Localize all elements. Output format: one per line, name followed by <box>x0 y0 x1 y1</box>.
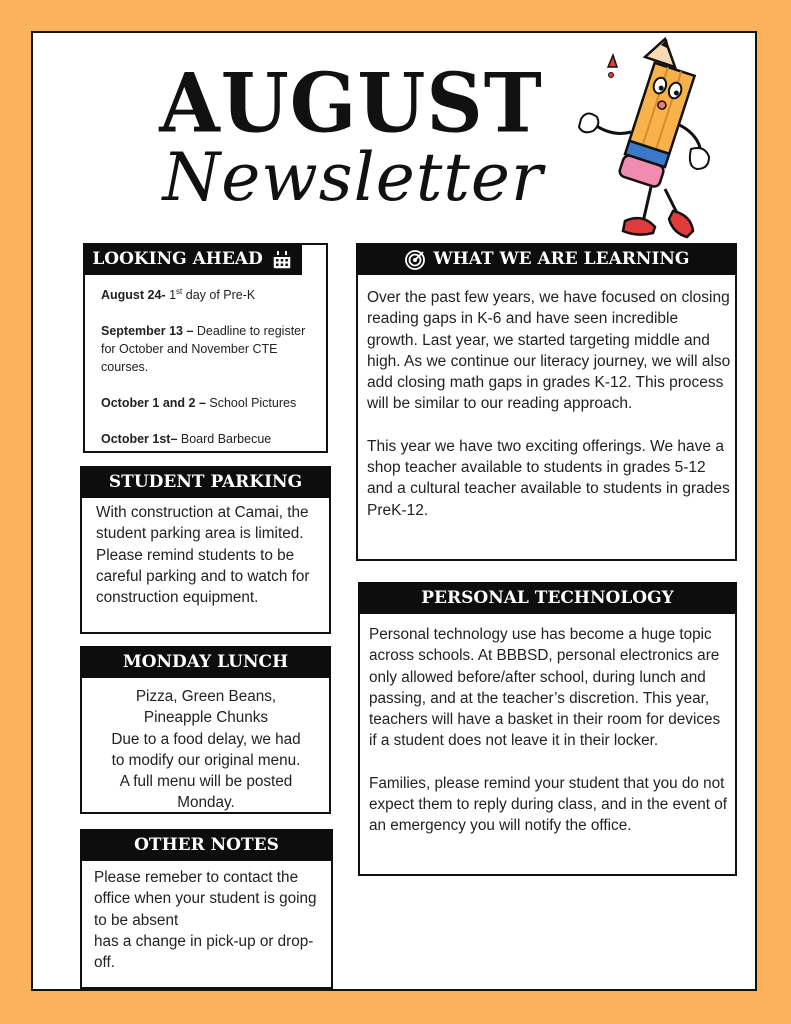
event-item: October 1 and 2 – School Pictures <box>101 396 297 411</box>
event-item: October 1st– Board Barbecue <box>101 432 272 447</box>
student-parking-text: With construction at Camai, the student parking area is limited. Please remind students to be careful parking and to watch for construction equipment. <box>96 504 310 607</box>
monday-lunch-text: Pizza, Green Beans, Pineapple Chunks Due to a food delay, we had to modify our original menu. A full menu will be posted Monday. <box>111 688 301 812</box>
other-notes-text: Please remeber to contact the office when your student is going to be absent has a change in pick-up or drop-off. <box>94 869 317 972</box>
newsletter-subtitle: Newsletter <box>162 139 544 216</box>
other-notes-heading: OTHER NOTES <box>80 829 333 861</box>
technology-box <box>358 582 737 876</box>
learning-heading: WHAT WE ARE LEARNING <box>356 243 737 275</box>
monday-lunch-heading: MONDAY LUNCH <box>80 646 331 678</box>
student-parking-heading: STUDENT PARKING <box>80 466 331 498</box>
looking-ahead-heading: LOOKING AHEAD <box>83 243 302 275</box>
learning-box <box>356 243 737 561</box>
learning-text: Over the past few years, we have focused on closing reading gaps in K-6 and have seen incredible growth. Last year, we started targeting middle and high. As we continue our literacy journey, we will also add closing math gaps in grades K-12. This process will be similar to our reading approach. This year we have two exciting offerings. We have a shop teacher available to students in grades 5-12 and a cultural teacher available to students in grades PreK-12. <box>367 289 731 519</box>
target-icon <box>404 249 426 271</box>
technology-heading: PERSONAL TECHNOLOGY <box>358 582 737 614</box>
pencil-mascot-illustration <box>573 37 723 252</box>
calendar-icon <box>271 249 293 271</box>
newsletter-page <box>31 31 757 991</box>
technology-text: Personal technology use has become a huge topic across schools. At BBBSD, personal electronics are only allowed before/after school, during lunch and passing, and at the teacher’s discretion. This year, teachers will have a basket in their room for devices if a student does not leave it in their locker. Families, please remind your student that you do not expect them to reply during class, and in the event of an emergency you will notify the office. <box>369 626 727 835</box>
newsletter-title: AUGUST <box>159 55 543 152</box>
event-item: September 13 – Deadline to register for October and November CTE courses. <box>101 324 306 375</box>
event-item: August 24- 1st day of Pre-K <box>101 287 256 303</box>
